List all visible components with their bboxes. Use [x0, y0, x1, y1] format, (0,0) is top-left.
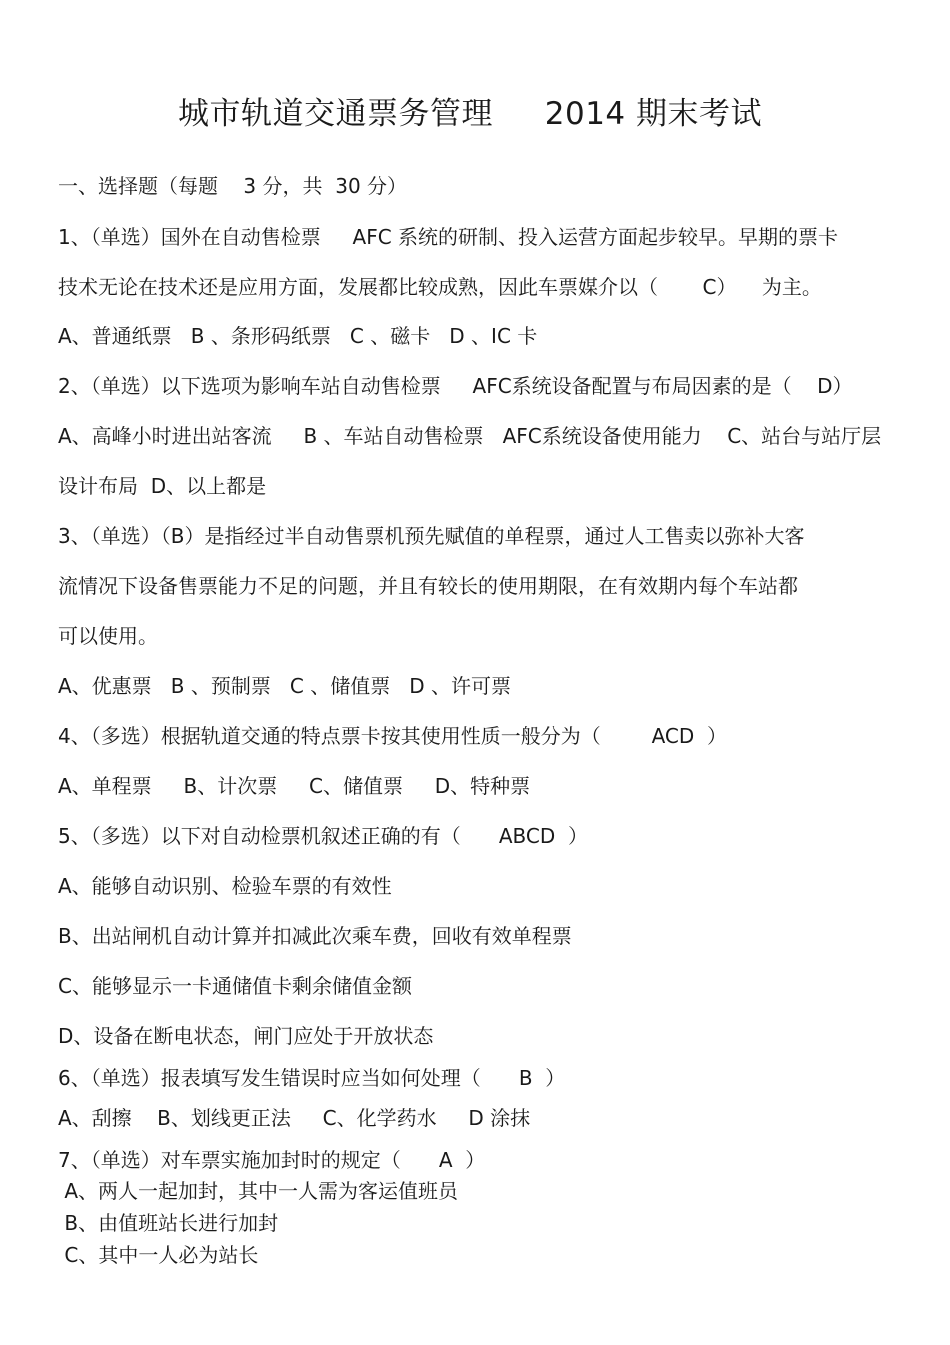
question-1-line-1: 1、（单选）国外在自动售检票 AFC 系统的研制、投入运营方面起步较早。早期的票卡: [58, 225, 839, 249]
question-1-options: A、普通纸票 B 、条形码纸票 C 、磁卡 D 、IC 卡: [58, 324, 538, 348]
page-title: 城市轨道交通票务管理 2014 期末考试: [177, 96, 762, 132]
question-1-line-2: 技术无论在技术还是应用方面，发展都比较成熟，因此车票媒介以（ C） 为主。: [58, 275, 822, 299]
question-3-line-2: 流情况下设备售票能力不足的问题，并且有较长的使用期限，在有效期内每个车站都: [58, 574, 798, 598]
question-2-line-1: 2、（单选）以下选项为影响车站自动售检票 AFC系统设备配置与布局因素的是（ D）: [58, 374, 853, 398]
question-3-line-1: 3、（单选）（B）是指经过半自动售票机预先赋值的单程票，通过人工售卖以弥补大客: [58, 524, 805, 548]
question-6-options: A、刮擦 B、划线更正法 C、化学药水 D 涂抹: [58, 1106, 531, 1130]
question-5-option-c: C、能够显示一卡通储值卡剩余储值金额: [58, 974, 412, 998]
question-3-line-3: 可以使用。: [58, 624, 158, 648]
question-3-options: A、优惠票 B 、预制票 C 、储值票 D 、许可票: [58, 674, 512, 698]
question-5-option-a: A、能够自动识别、检验车票的有效性: [58, 874, 392, 898]
question-2-options-line-1: A、高峰小时进出站客流 B 、车站自动售检票 AFC系统设备使用能力 C、站台与站厅层: [58, 424, 882, 448]
question-4-line-1: 4、（多选）根据轨道交通的特点票卡按其使用性质一般分为（ ACD ）: [58, 724, 727, 748]
question-5-line-1: 5、（多选）以下对自动检票机叙述正确的有（ ABCD ）: [58, 824, 588, 848]
question-4-options: A、单程票 B、计次票 C、储值票 D、特种票: [58, 774, 531, 798]
question-7-option-a: A、两人一起加封，其中一人需为客运值班员: [58, 1179, 459, 1203]
question-5-option-d: D、设备在断电状态，闸门应处于开放状态: [58, 1024, 434, 1048]
question-7-option-c: C、其中一人必为站长: [58, 1243, 259, 1267]
question-6-line-1: 6、（单选）报表填写发生错误时应当如何处理（ B ）: [58, 1066, 566, 1090]
question-7-option-b: B、由值班站长进行加封: [58, 1211, 279, 1235]
section-heading: 一、选择题（每题 3 分，共 30 分）: [58, 174, 408, 198]
question-5-option-b: B、出站闸机自动计算并扣减此次乘车费，回收有效单程票: [58, 924, 572, 948]
question-2-options-line-2: 设计布局 D、以上都是: [58, 474, 267, 498]
question-7-line-1: 7、（单选）对车票实施加封时的规定（ A ）: [58, 1148, 486, 1172]
